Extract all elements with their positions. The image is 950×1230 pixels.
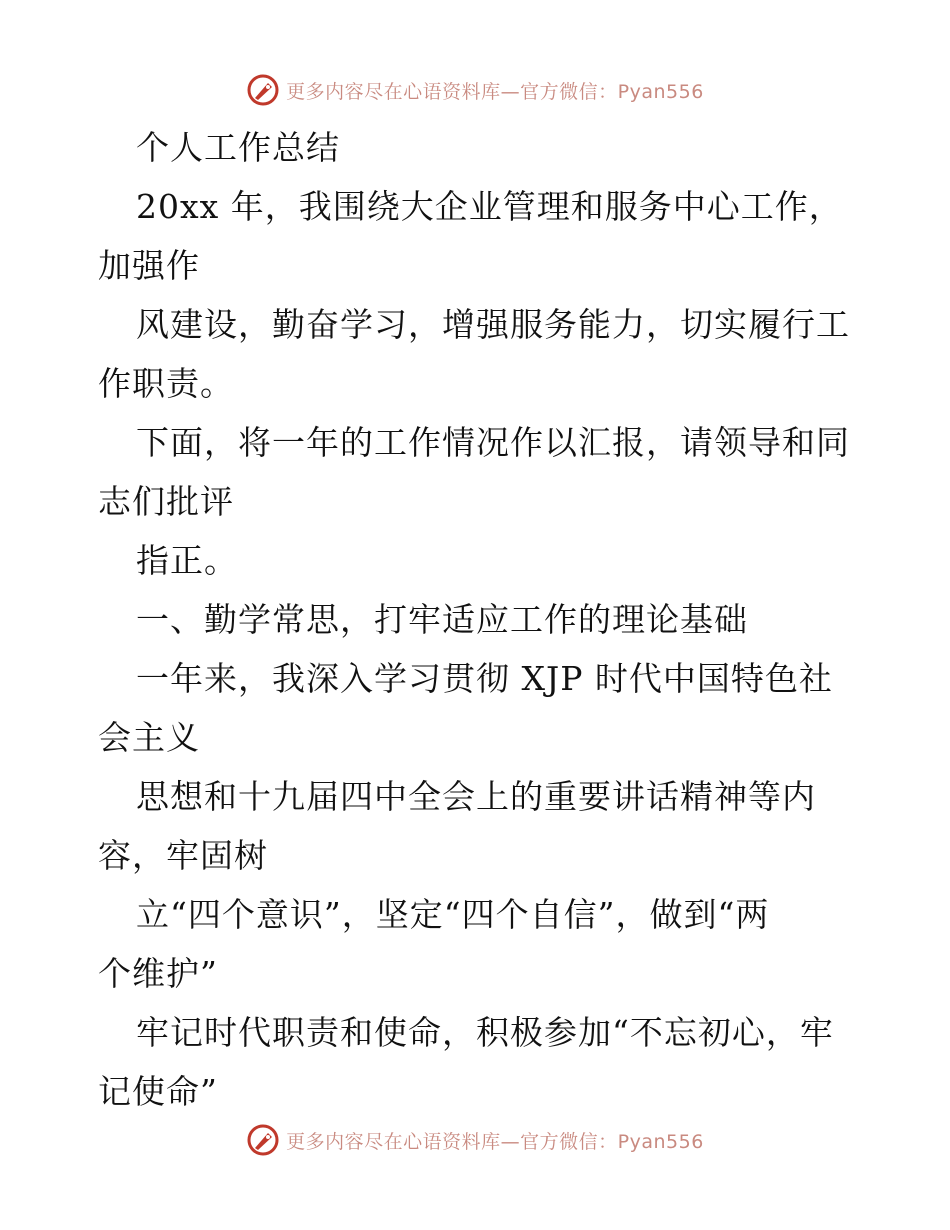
paragraph-line: 作职责。 xyxy=(98,364,234,403)
paragraph-line: 一年来，我深入学习贯彻 XJP 时代中国特色社 xyxy=(136,659,833,698)
paragraph-line: 指正。 xyxy=(136,541,238,580)
pen-nib-circle-icon xyxy=(246,1123,280,1157)
paragraph-line: 会主义 xyxy=(98,718,200,757)
paragraph-line: 20xx 年，我围绕大企业管理和服务中心工作， xyxy=(136,187,843,226)
paragraph-line: 记使命” xyxy=(98,1072,218,1111)
paragraph-line: 志们批评 xyxy=(98,482,234,521)
paragraph-line: 风建设，勤奋学习，增强服务能力，切实履行工 xyxy=(136,305,850,344)
paragraph-line: 牢记时代职责和使命，积极参加“不忘初心，牢 xyxy=(136,1013,834,1052)
section-heading: 一、勤学常思，打牢适应工作的理论基础 xyxy=(136,600,748,639)
paragraph-line: 加强作 xyxy=(98,246,200,285)
footer-watermark xyxy=(0,1120,950,1160)
footer-watermark-text: 更多内容尽在心语资料库—官方微信：Pyan556 xyxy=(286,1130,704,1153)
header-watermark-text: 更多内容尽在心语资料库—官方微信：Pyan556 xyxy=(286,80,704,103)
paragraph-line: 个维护” xyxy=(98,954,218,993)
document-title: 个人工作总结 xyxy=(136,128,340,167)
paragraph-line: 容，牢固树 xyxy=(98,836,268,875)
header-watermark xyxy=(0,70,950,110)
paragraph-line: 思想和十九届四中全会上的重要讲话精神等内 xyxy=(136,777,816,816)
pen-nib-circle-icon xyxy=(246,73,280,107)
document-body xyxy=(98,118,858,1121)
paragraph-line: 立“四个意识”，坚定“四个自信”，做到“两 xyxy=(136,895,770,934)
paragraph-line: 下面，将一年的工作情况作以汇报，请领导和同 xyxy=(136,423,850,462)
